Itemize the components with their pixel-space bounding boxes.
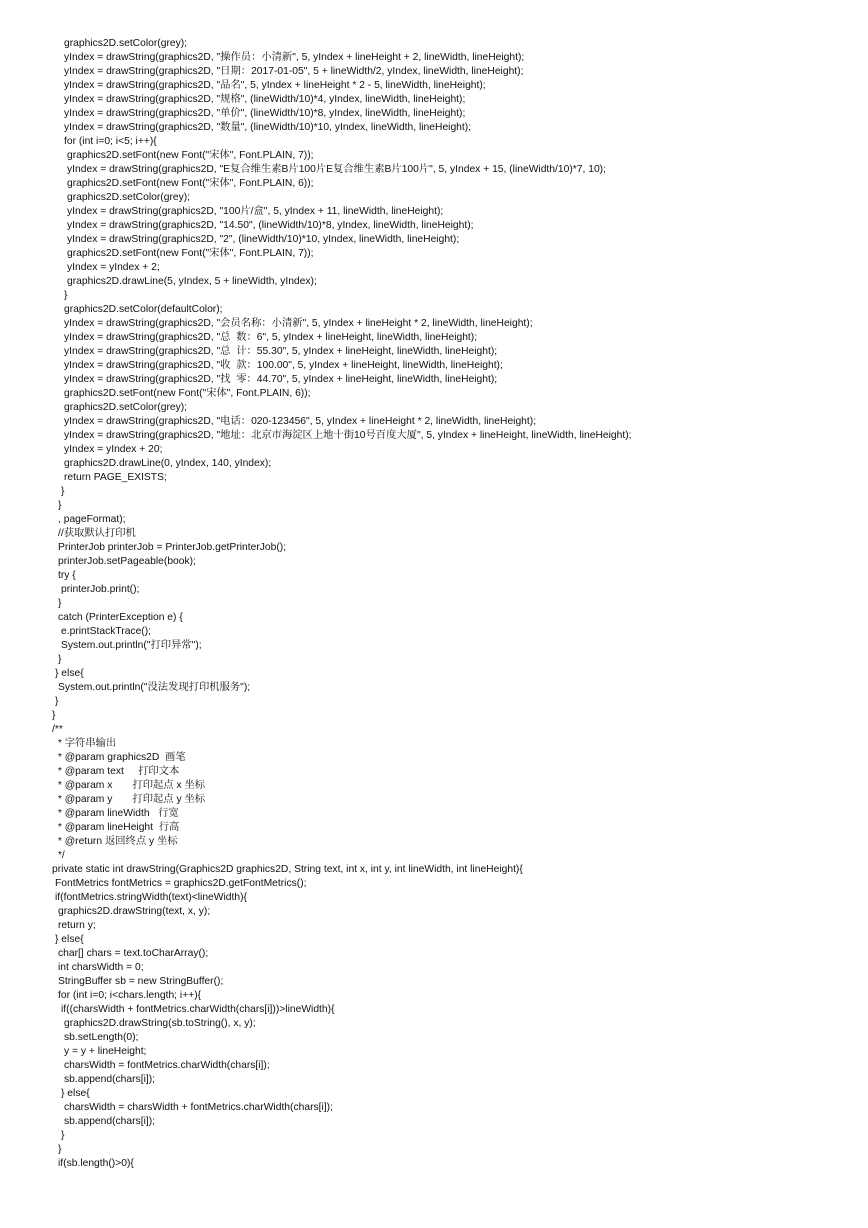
code-listing (0, 37, 868, 1171)
code-line: System.out.println("没法发现打印机服务"); (58, 682, 251, 693)
code-line: * @param x 打印起点 x 坐标 (55, 780, 206, 791)
code-line: charsWidth = charsWidth + fontMetrics.charWidth(chars[i]); (64, 1102, 333, 1113)
code-line: e.printStackTrace(); (61, 626, 152, 637)
code-line: graphics2D.setFont(new Font("宋体", Font.PLAIN, 6)); (64, 388, 311, 399)
code-line: yIndex = drawString(graphics2D, "100片/盒", 5, yIndex + 11, lineWidth, lineHeight); (67, 206, 444, 217)
code-line: } (58, 598, 62, 609)
code-line: } else{ (55, 934, 84, 945)
code-line: y = y + lineHeight; (64, 1046, 147, 1057)
code-line: yIndex = drawString(graphics2D, "单价", (lineWidth/10)*8, yIndex, lineWidth, lineHeight); (64, 108, 466, 119)
code-line: yIndex = drawString(graphics2D, "电话：020-123456", 5, yIndex + lineHeight * 2, lineWidth, lineHeight); (64, 416, 537, 427)
code-line: , pageFormat); (58, 514, 126, 525)
code-line: catch (PrinterException e) { (58, 612, 183, 623)
code-line: if((charsWidth + fontMetrics.charWidth(chars[i]))>lineWidth){ (61, 1004, 335, 1015)
code-line: sb.append(chars[i]); (64, 1116, 156, 1127)
code-line: yIndex = drawString(graphics2D, "14.50", (lineWidth/10)*8, yIndex, lineWidth, lineHeight); (67, 220, 474, 231)
code-line: } (61, 1130, 65, 1141)
code-line: graphics2D.drawLine(0, yIndex, 140, yIndex); (64, 458, 272, 469)
code-line: return PAGE_EXISTS; (64, 472, 167, 483)
code-line: graphics2D.setFont(new Font("宋体", Font.PLAIN, 6)); (67, 178, 314, 189)
code-line: printerJob.setPageable(book); (58, 556, 196, 567)
code-line: //获取默认打印机 (58, 528, 136, 539)
code-line: yIndex = drawString(graphics2D, "会员名称：小清新", 5, yIndex + lineHeight * 2, lineWidth, lineHeight); (64, 318, 533, 329)
code-line: * @param lineWidth 行宽 (55, 808, 179, 819)
code-line: printerJob.print(); (61, 584, 140, 595)
code-line: * @param lineHeight 行高 (55, 822, 180, 833)
code-line: } (52, 710, 56, 721)
code-line: yIndex = drawString(graphics2D, "总 数：6", 5, yIndex + lineHeight, lineWidth, lineHeight); (64, 332, 478, 343)
code-line: } (61, 486, 65, 497)
code-line: } else{ (55, 668, 84, 679)
code-line: System.out.println("打印异常"); (61, 640, 202, 651)
code-line: yIndex = drawString(graphics2D, "规格", (lineWidth/10)*4, yIndex, lineWidth, lineHeight); (64, 94, 466, 105)
code-line: for (int i=0; i<5; i++){ (64, 136, 157, 147)
code-line: * @param graphics2D 画笔 (55, 752, 186, 763)
code-line: graphics2D.setColor(grey); (64, 38, 188, 49)
code-line: FontMetrics fontMetrics = graphics2D.getFontMetrics(); (55, 878, 307, 889)
code-line: graphics2D.setFont(new Font("宋体", Font.PLAIN, 7)); (67, 248, 314, 259)
code-line: sb.setLength(0); (64, 1032, 139, 1043)
code-line: yIndex = drawString(graphics2D, "总 计：55.30", 5, yIndex + lineHeight, lineWidth, lineHeight); (64, 346, 498, 357)
code-line: sb.append(chars[i]); (64, 1074, 156, 1085)
code-line: graphics2D.drawString(text, x, y); (58, 906, 211, 917)
code-line: private static int drawString(Graphics2D graphics2D, String text, int x, int y, int lineWidth, int lineHeight){ (52, 864, 523, 875)
code-line: * @return 返回终点 y 坐标 (55, 836, 178, 847)
code-line: graphics2D.drawString(sb.toString(), x, y); (64, 1018, 256, 1029)
code-line: try { (58, 570, 76, 581)
code-line: charsWidth = fontMetrics.charWidth(chars[i]); (64, 1060, 270, 1071)
code-line: graphics2D.setColor(grey); (67, 192, 191, 203)
code-line: yIndex = drawString(graphics2D, "操作员：小清新", 5, yIndex + lineHeight + 2, lineWidth, lineHeight); (64, 52, 525, 63)
code-line: for (int i=0; i<chars.length; i++){ (58, 990, 202, 1001)
code-line: * @param y 打印起点 y 坐标 (55, 794, 206, 805)
code-line: } (58, 500, 62, 511)
code-line: graphics2D.setFont(new Font("宋体", Font.PLAIN, 7)); (67, 150, 314, 161)
code-line: if(fontMetrics.stringWidth(text)<lineWidth){ (55, 892, 247, 903)
code-line: StringBuffer sb = new StringBuffer(); (58, 976, 224, 987)
code-line: return y; (58, 920, 96, 931)
code-line: } (64, 290, 68, 301)
code-line: graphics2D.setColor(grey); (64, 402, 188, 413)
code-line: if(sb.length()>0){ (58, 1158, 134, 1169)
code-line: yIndex = drawString(graphics2D, "地址：北京市海淀区上地十街10号百度大厦", 5, yIndex + lineHeight, lineWidth, lineHeight); (64, 430, 632, 441)
code-line: yIndex = drawString(graphics2D, "品名", 5, yIndex + lineHeight * 2 - 5, lineWidth, lineHeight); (64, 80, 486, 91)
code-line: yIndex = yIndex + 20; (64, 444, 163, 455)
code-line: graphics2D.drawLine(5, yIndex, 5 + lineWidth, yIndex); (67, 276, 317, 287)
code-line: yIndex = drawString(graphics2D, "收 款：100.00", 5, yIndex + lineHeight, lineWidth, lineHeight); (64, 360, 503, 371)
code-line: } (58, 1144, 62, 1155)
code-line: */ (55, 850, 65, 861)
code-line: int charsWidth = 0; (58, 962, 144, 973)
code-line: /** (52, 724, 63, 735)
code-line: yIndex = drawString(graphics2D, "2", (lineWidth/10)*10, yIndex, lineWidth, lineHeight); (67, 234, 460, 245)
code-line: } (58, 654, 62, 665)
code-line: PrinterJob printerJob = PrinterJob.getPrinterJob(); (58, 542, 287, 553)
code-line: * 字符串输出 (55, 738, 117, 749)
code-line: yIndex = drawString(graphics2D, "数量", (lineWidth/10)*10, yIndex, lineWidth, lineHeight); (64, 122, 472, 133)
code-line: yIndex = drawString(graphics2D, "找 零：44.70", 5, yIndex + lineHeight, lineWidth, lineHeight); (64, 374, 498, 385)
code-line: } else{ (61, 1088, 90, 1099)
code-line: yIndex = drawString(graphics2D, "日期：2017-01-05", 5 + lineWidth/2, yIndex, lineWidth, lineHeight); (64, 66, 524, 77)
code-line: } (55, 696, 59, 707)
code-line: yIndex = yIndex + 2; (67, 262, 160, 273)
code-line: yIndex = drawString(graphics2D, "E复合维生素B片100片E复合维生素B片100片", 5, yIndex + 15, (lineWidth/10)*7, 10); (67, 164, 606, 175)
code-line: char[] chars = text.toCharArray(); (58, 948, 209, 959)
code-line: * @param text 打印文本 (55, 766, 180, 777)
code-line: graphics2D.setColor(defaultColor); (64, 304, 223, 315)
